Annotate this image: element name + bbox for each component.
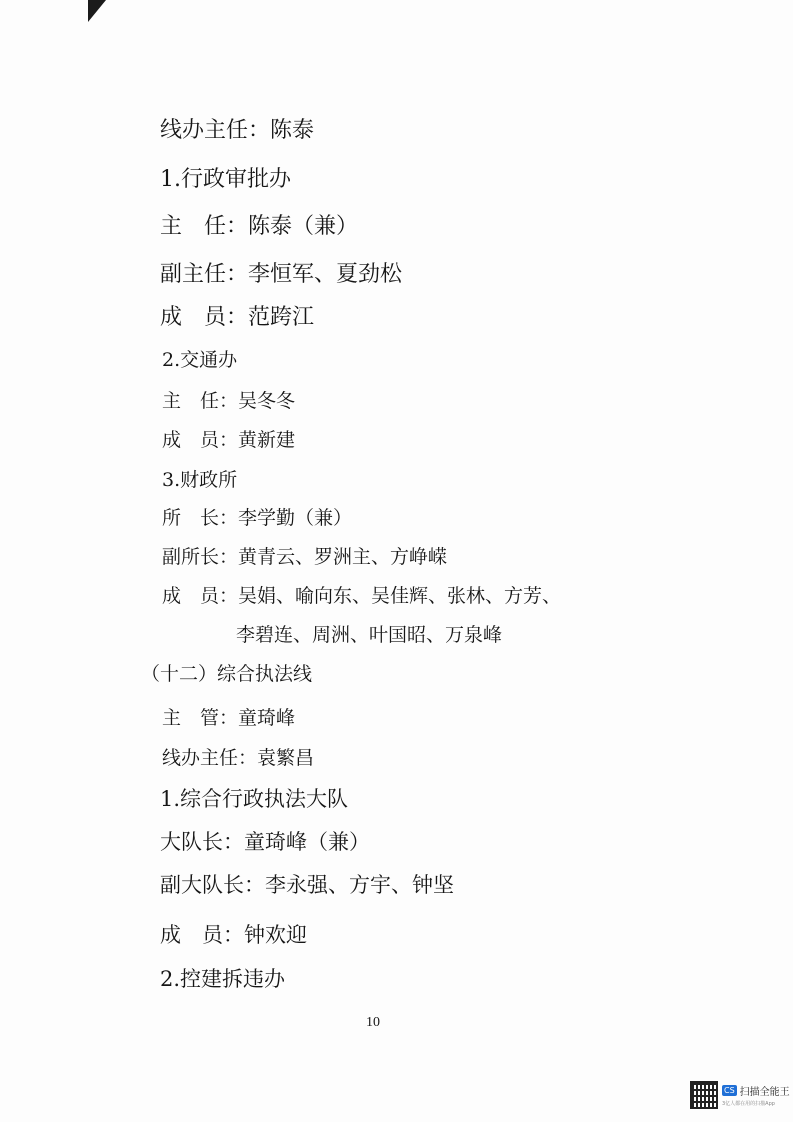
line-5: 成 员：范跨江 [160,305,315,330]
line-8: 成 员：黄新建 [162,429,296,451]
line-11: 副所长：黄青云、罗洲主、方峥嵘 [162,546,448,568]
watermark-name: 扫描全能王 [739,1087,790,1098]
page-number: 10 [366,1015,380,1030]
watermark-tagline: 3亿人都在用的扫描App [722,1101,775,1107]
line-18: 大队长：童琦峰（兼） [160,830,370,854]
watermark-text [722,1083,790,1107]
line-19: 副大队长：李永强、方宇、钟坚 [160,873,454,897]
line-12: 成 员：吴娟、喻向东、吴佳辉、张林、方芳、 [162,585,562,607]
line-3: 主 任：陈泰（兼） [160,214,359,239]
line-21: 2.控建拆违办 [160,967,286,991]
line-2: 1.行政审批办 [160,167,291,192]
line-1: 线办主任：陈泰 [160,118,315,143]
watermark-brand [722,1083,790,1098]
scanner-watermark [690,1078,790,1112]
line-6: 2.交通办 [162,349,238,371]
cs-logo-icon: CS [724,1086,735,1095]
line-15: 主 管：童琦峰 [162,707,296,729]
line-20: 成 员：钟欢迎 [160,923,307,947]
line-10: 所 长：李学勤（兼） [162,507,353,529]
line-14: （十二）综合执法线 [141,663,313,685]
qr-code-icon [690,1081,718,1109]
line-7: 主 任：吴冬冬 [162,390,296,412]
line-9: 3.财政所 [162,469,238,491]
line-4: 副主任：李恒军、夏劲松 [160,262,403,287]
line-13: 李碧连、周洲、叶国昭、万泉峰 [236,624,503,646]
scan-corner-mark [88,0,106,22]
line-16: 线办主任：袁繁昌 [162,747,315,769]
line-17: 1.综合行政执法大队 [160,787,349,811]
